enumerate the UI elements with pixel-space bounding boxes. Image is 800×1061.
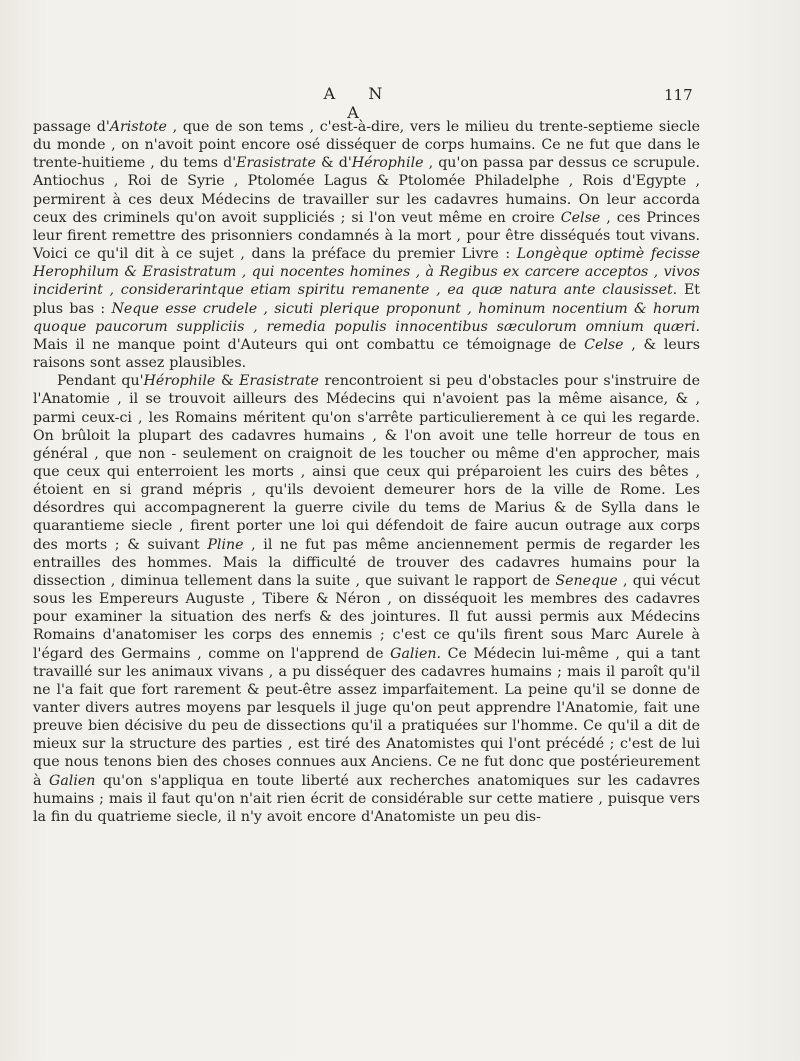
italic-run: Celse xyxy=(584,336,624,353)
paragraph-2 xyxy=(33,372,700,826)
italic-run: Hérophile xyxy=(351,155,424,172)
text-run: Et plus bas : xyxy=(33,282,701,317)
text-run: , & leurs raisons sont assez plausibles. xyxy=(33,336,700,372)
running-title: A N A xyxy=(323,84,397,122)
text-run: , qu'on passa par dessus ce scrupule. Antiochus , Roi de Syrie , Ptolomée Lagus & Ptolomée Philadelphe , Rois d'Egypte , permirent à ces deux Médecins de travailler sur les cadavres humains. On leur accorda ceux des criminels qu'on avoit suppliciés ; si l'on veut même en croire xyxy=(33,155,701,226)
body-text xyxy=(33,118,700,826)
text-run: & xyxy=(215,373,240,390)
text-run: , qui vécut sous les Empereurs Auguste , Tibere & Néron , on disséquoit les membres des cadavres pour examiner la situation des nerfs & des jointures. Il fut aussi permis aux Médecins Romains d'anatomiser les corps des ennemis ; c'est ce qu'ils firent sous Marc Aurele à l'égard des Germains , comme on l'apprend de xyxy=(33,572,700,662)
text-run: , que de son tems , c'est-à-dire, vers le milieu du trente-septieme siecle du monde , on n'avoit point encore osé disséquer de corps humains. Ce ne fut que dans le trente-huitieme , du tems d' xyxy=(33,119,701,172)
text-run: & d' xyxy=(315,155,352,172)
paragraph-1 xyxy=(33,118,700,372)
text-run: Pendant qu' xyxy=(57,373,144,390)
italic-run: Galien. xyxy=(390,645,442,662)
italic-run: Aristote xyxy=(109,119,167,135)
running-head xyxy=(0,84,800,122)
text-run: Ce Médecin lui-même , qui a tant travaillé sur les animaux vivans , a pu disséquer des cadavres humains ; mais il paroît qu'il ne l'a fait que fort rarement & peut-être assez imparfaitement. La peine qu'il se donne de vanter divers autres moyens par lesquels il juge qu'on peut apprendre l'Anatomie, fait une preuve bien décisive du peu de dissections qu'il a pratiquées sur l'homme. Ce qu'il a dit de mieux sur la structure des parties , est tiré des Anatomistes qui l'ont précédé ; c'est de lui que nous tenons bien des choses connues aux Anciens. Ce ne fut donc que postérieurement à xyxy=(33,645,700,789)
text-run: qu'on s'appliqua en toute liberté aux recherches anatomiques sur les cadavres humains ; mais il faut qu'on n'ait rien écrit de considérable sur cette matiere , puisque vers la fin du quatrieme siecle, il n'y avoit encore d'Anatomiste un peu dis- xyxy=(33,772,701,825)
italic-run: Erasistrate xyxy=(239,373,319,390)
italic-run: Neque esse crudele , sicuti plerique proponunt , hominum nocentium & horum quoque paucorum suppliciis , remedia populis innocentibus sæculorum omnium quæri. xyxy=(33,300,700,335)
page-number: 117 xyxy=(664,86,693,104)
text-run: , il ne fut pas même anciennement permis de regarder les entrailles des hommes. Mais la difficulté de trouver des cadavres humains pour la dissection , diminua tellement dans la suite , que suivant le rapport de xyxy=(33,536,700,589)
italic-run: Seneque xyxy=(555,572,618,589)
italic-run: Celse xyxy=(560,209,601,226)
italic-run: Longèque optimè fecisse Herophilum & Erasistratum , qui nocentes homines , à Regibus ex carcere acceptos , vivos inciderint , considerarintque etiam spiritu remanente , ea quæ natura ante clausisset. xyxy=(33,246,700,299)
italic-run: Pline xyxy=(207,536,244,553)
text-run: Mais il ne manque point d'Auteurs qui ont combattu ce témoignage de xyxy=(33,336,585,353)
italic-run: Galien xyxy=(49,772,96,789)
italic-run: Erasistrate xyxy=(236,155,316,172)
text-run: rencontroient si peu d'obstacles pour s'instruire de l'Anatomie , il se trouvoit ailleurs des Médecins qui n'avoient pas la même aisance, & , parmi ceux-ci , les Romains méritent qu'on s'arrête particulierement à ce qui les regarde. On brûloit la plupart des cadavres humains , & l'on avoit une telle horreur de tous en général , que non - seulement on craignoit de les toucher ou même d'en approcher, mais que ceux qui enterroient les morts , ainsi que ceux qui préparoient les cuirs des bêtes , étoient en si grand mépris , qu'ils devoient demeurer hors de la ville de Rome. Les désordres qui accompagnerent la guerre civile du tems de Marius & de Sylla dans le quarantieme siecle , firent porter une loi qui défendoit de faire aucun outrage aux corps des morts ; & suivant xyxy=(33,373,700,553)
text-run: , ces Princes leur firent remettre des prisonniers condamnés à la mort , pour être disséqués tout vivans. Voici ce qu'il dit à ce sujet , dans la préface du premier Livre : xyxy=(33,209,700,263)
text-run: passage d' xyxy=(33,119,110,135)
italic-run: Hérophile xyxy=(143,373,216,390)
